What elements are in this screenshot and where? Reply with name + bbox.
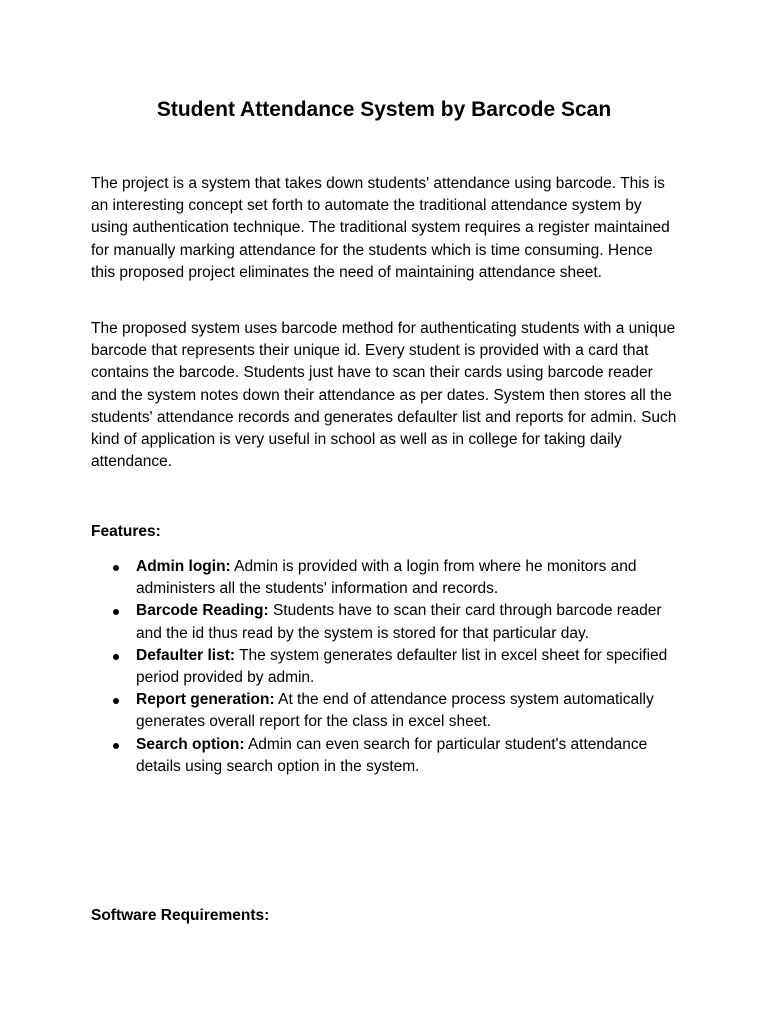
intro-paragraph: The project is a system that takes down students' attendance using barcode. This is an interesting concept set forth to automate the traditional attendance system by using authentication technique. The traditional system requires a register maintained for manually marking attendance for the students which is time consuming. Hence this proposed project eliminates the need of maintaining attendance sheet.: [91, 175, 670, 281]
feature-term: Report generation:: [136, 691, 275, 709]
feature-description: The system generates defaulter list in excel sheet for specified period provided by admin.: [136, 646, 668, 687]
list-item: [91, 689, 681, 733]
software-requirements-heading: Software Requirements:: [91, 907, 270, 924]
bullet-icon: [113, 565, 119, 571]
feature-term: Defaulter list:: [136, 646, 236, 664]
list-item: [91, 734, 681, 778]
feature-description: Students have to scan their card through barcode reader and the id thus read by the system is stored for that particular day.: [136, 602, 662, 642]
feature-term: Admin login:: [136, 558, 231, 575]
document-title: Student Attendance System by Barcode Scan: [156, 98, 612, 121]
feature-description: Admin can even search for particular student's attendance details using search option in the system.: [136, 735, 648, 775]
feature-term: Barcode Reading:: [136, 602, 269, 620]
description-paragraph: The proposed system uses barcode method for authenticating students with a unique barcode that represents their unique id. Every student is provided with a card that contains the barcode. Students just have to scan their cards using barcode reader and the system notes down their attendance as per dates. System then stores all the students' attendance records and generates defaulter list and reports for admin. Such kind of application is very useful in school as well as in college for taking daily attendance.: [91, 320, 677, 471]
feature-description: Admin is provided with a login from where he monitors and administers all the students' information and records.: [136, 558, 637, 598]
bullet-icon: [113, 654, 119, 660]
list-item: [91, 600, 681, 644]
features-list: [91, 556, 681, 778]
bullet-icon: [113, 698, 119, 704]
features-heading: Features:: [91, 523, 161, 540]
bullet-icon: [113, 743, 119, 749]
list-item: [91, 556, 681, 600]
bullet-icon: [113, 609, 119, 615]
list-item: [91, 645, 681, 689]
feature-term: Search option:: [136, 735, 245, 753]
feature-description: At the end of attendance process system automatically generates overall report for the class in excel sheet.: [136, 691, 654, 731]
